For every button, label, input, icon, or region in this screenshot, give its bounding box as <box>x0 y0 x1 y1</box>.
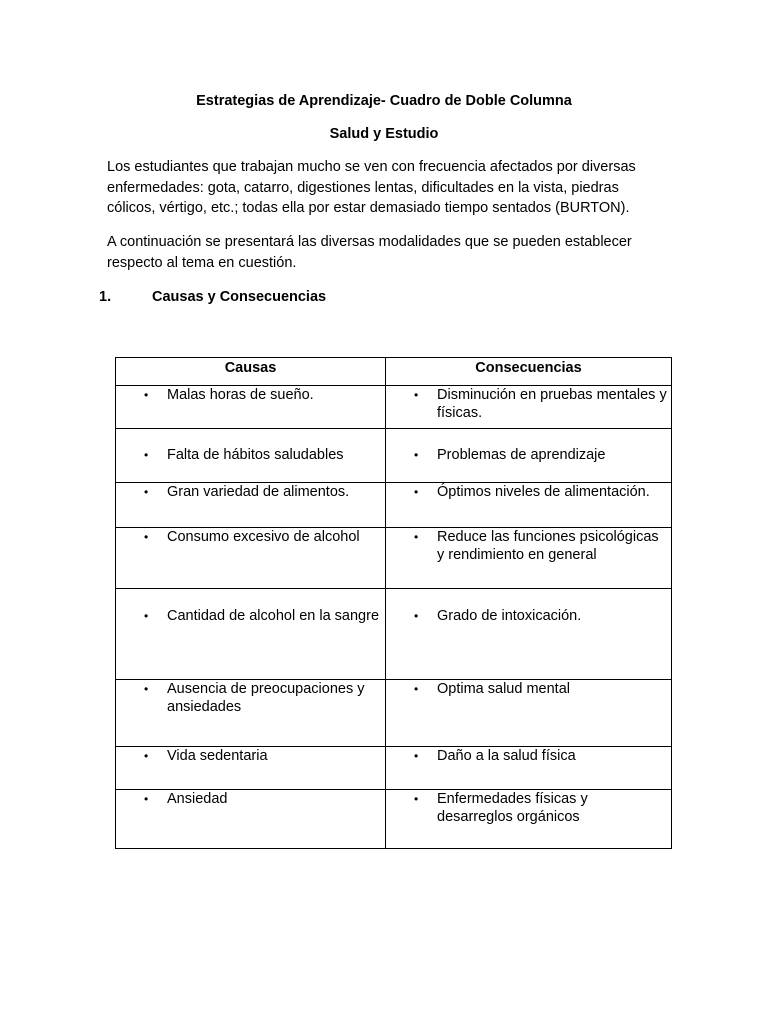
consequence-cell <box>386 680 672 747</box>
bullet-icon: • <box>414 609 419 623</box>
bullet-icon: • <box>144 388 149 402</box>
header-consequences: Consecuencias <box>386 358 672 386</box>
causes-consequences-table <box>115 357 672 849</box>
cause-text: Falta de hábitos saludables <box>167 447 344 463</box>
bullet-icon: • <box>414 388 419 402</box>
cause-cell <box>116 429 386 483</box>
bullet-icon: • <box>414 792 419 806</box>
cause-text: Cantidad de alcohol en la sangre <box>167 608 380 624</box>
consequence-text: Disminución en pruebas mentales y físicas. <box>437 387 667 421</box>
cause-cell <box>116 483 386 528</box>
cause-text: Ausencia de preocupaciones y ansiedades <box>167 681 365 715</box>
bullet-icon: • <box>144 749 149 763</box>
cause-cell <box>116 790 386 849</box>
cause-text: Consumo excesivo de alcohol <box>167 529 360 545</box>
bullet-icon: • <box>144 530 149 544</box>
header-causes: Causas <box>116 358 386 386</box>
cause-cell <box>116 747 386 790</box>
consequence-cell <box>386 747 672 790</box>
bullet-icon: • <box>414 530 419 544</box>
document-subtitle: Salud y Estudio <box>329 126 439 142</box>
cause-text: Malas horas de sueño. <box>167 387 314 403</box>
cause-cell <box>116 680 386 747</box>
consequence-text: Daño a la salud física <box>437 748 576 764</box>
table-row <box>116 528 672 589</box>
consequence-cell <box>386 528 672 589</box>
table-row <box>116 790 672 849</box>
context-paragraph: A continuación se presentará las diversas modalidades que se pueden establecer respecto al tema en cuestión. <box>107 234 632 271</box>
cause-text: Vida sedentaria <box>167 748 268 764</box>
consequence-text: Óptimos niveles de alimentación. <box>437 484 650 500</box>
section-title: Causas y Consecuencias <box>152 289 327 305</box>
bullet-icon: • <box>414 448 419 462</box>
intro-paragraph: Los estudiantes que trabajan mucho se ven con frecuencia afectados por diversas enfermedades: gota, catarro, digestiones lentas, dificultades en la vista, piedras cólicos, vértigo, etc.; todas ella por estar demasiado tiempo sentados (BURTON). <box>107 159 636 216</box>
table-row <box>116 680 672 747</box>
table-row <box>116 429 672 483</box>
cause-text: Gran variedad de alimentos. <box>167 484 350 500</box>
bullet-icon: • <box>414 485 419 499</box>
table-row <box>116 386 672 429</box>
consequence-text: Optima salud mental <box>437 681 570 697</box>
bullet-icon: • <box>144 609 149 623</box>
consequence-cell <box>386 429 672 483</box>
consequence-text: Grado de intoxicación. <box>437 608 582 624</box>
table-row <box>116 747 672 790</box>
table-row <box>116 589 672 680</box>
bullet-icon: • <box>144 792 149 806</box>
table-header-row <box>116 358 672 386</box>
consequence-text: Enfermedades físicas y desarreglos orgánicos <box>437 791 588 825</box>
document-title: Estrategias de Aprendizaje- Cuadro de Doble Columna <box>196 93 572 109</box>
table-row <box>116 483 672 528</box>
cause-cell <box>116 528 386 589</box>
consequence-cell <box>386 790 672 849</box>
bullet-icon: • <box>144 485 149 499</box>
bullet-icon: • <box>414 749 419 763</box>
cause-cell <box>116 386 386 429</box>
bullet-icon: • <box>414 682 419 696</box>
bullet-icon: • <box>144 448 149 462</box>
bullet-icon: • <box>144 682 149 696</box>
consequence-text: Problemas de aprendizaje <box>437 447 606 463</box>
cause-cell <box>116 589 386 680</box>
consequence-cell <box>386 483 672 528</box>
section-heading <box>99 287 326 307</box>
consequence-cell <box>386 386 672 429</box>
consequence-cell <box>386 589 672 680</box>
cause-text: Ansiedad <box>167 791 228 807</box>
consequence-text: Reduce las funciones psicológicas y rendimiento en general <box>437 529 659 563</box>
section-number: 1. <box>99 289 112 305</box>
